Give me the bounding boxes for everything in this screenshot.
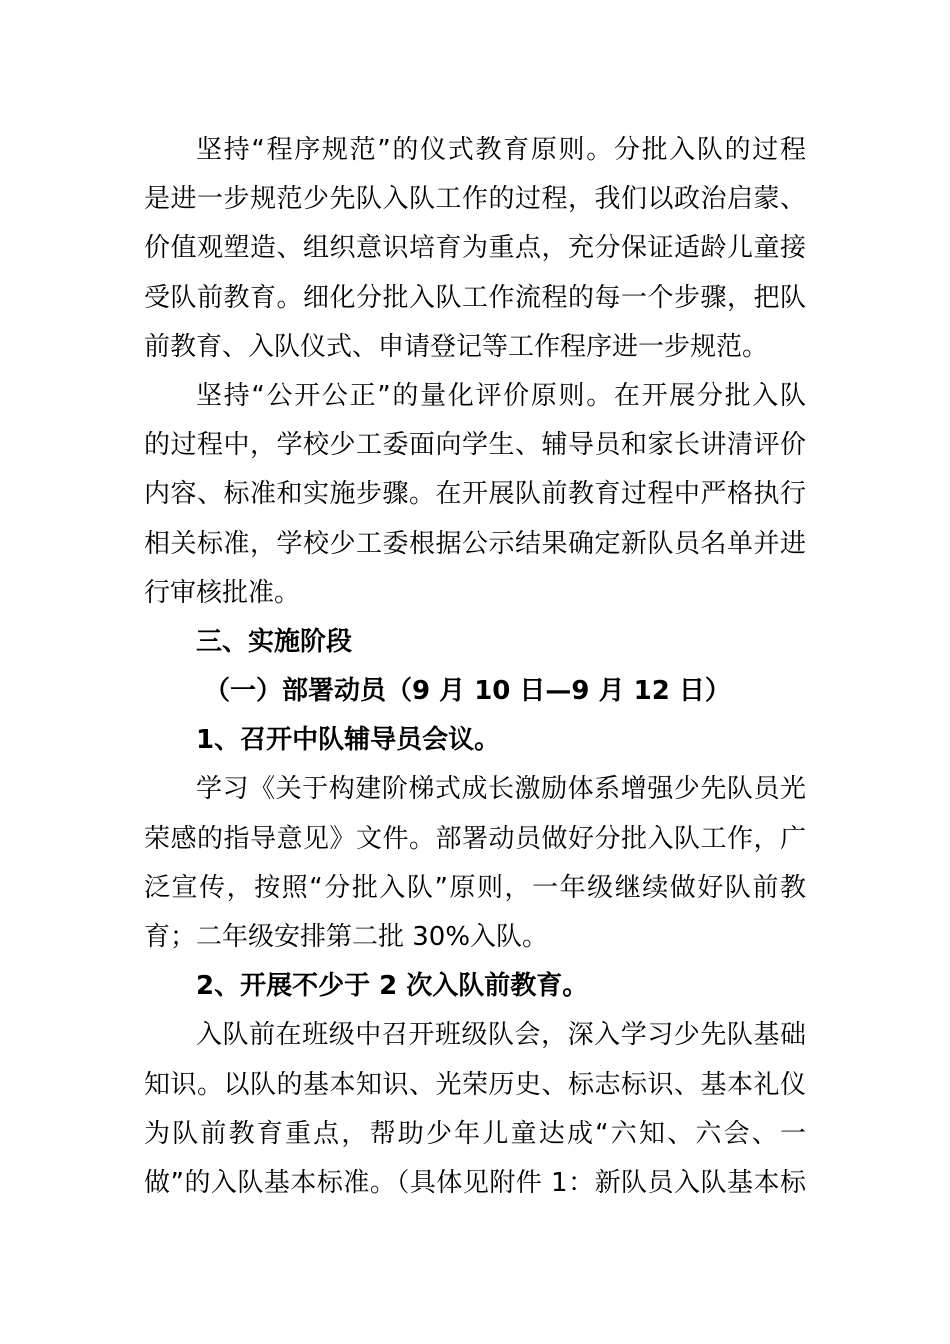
paragraph-line: 荣感的指导意见》文件。部署动员做好分批入队工作，广 xyxy=(144,823,806,854)
paragraph-line: 相关标准，学校少工委根据公示结果确定新队员名单并进 xyxy=(144,528,806,559)
paragraph-line: 坚持“程序规范”的仪式教育原则。分批入队的过程 xyxy=(196,135,806,165)
item-heading: 1、召开中队辅导员会议。 xyxy=(196,725,501,756)
paragraph-line: 的过程中，学校少工委面向学生、辅导员和家长讲清评价 xyxy=(144,430,806,461)
paragraph-line: 受队前教育。细化分批入队工作流程的每一个步骤，把队 xyxy=(144,282,806,313)
document-page xyxy=(144,126,806,1208)
paragraph-line: 行审核批准。 xyxy=(144,577,301,608)
paragraph-line: 学习《关于构建阶梯式成长激励体系增强少先队员光 xyxy=(196,774,806,805)
paragraph-line: 为队前教育重点，帮助少年儿童达成“六知、六会、一 xyxy=(144,1118,806,1149)
paragraph-line: 是进一步规范少先队入队工作的过程，我们以政治启蒙、 xyxy=(144,184,806,215)
paragraph-line: 坚持“公开公正”的量化评价原则。在开展分批入队 xyxy=(196,380,806,411)
paragraph-line: 做”的入队基本标准。（具体见附件 1：新队员入队基本标 xyxy=(144,1167,806,1198)
paragraph-line: 前教育、入队仪式、申请登记等工作程序进一步规范。 xyxy=(144,331,769,362)
item-heading: 2、开展不少于 2 次入队前教育。 xyxy=(196,971,589,1002)
paragraph-line: 育；二年级安排第二批 30%入队。 xyxy=(144,922,549,952)
subsection-heading: （一）部署动员（9 月 10 日—9 月 12 日） xyxy=(204,676,731,707)
paragraph-line: 内容、标准和实施步骤。在开展队前教育过程中严格执行 xyxy=(144,479,806,510)
paragraph-line: 价值观塑造、组织意识培育为重点，充分保证适龄儿童接 xyxy=(144,233,806,264)
section-heading: 三、实施阶段 xyxy=(196,626,353,657)
paragraph-line: 知识。以队的基本知识、光荣历史、标志标识、基本礼仪 xyxy=(144,1069,806,1100)
paragraph-line: 泛宣传，按照“分批入队”原则，一年级继续做好队前教 xyxy=(144,872,806,903)
paragraph-line: 入队前在班级中召开班级队会，深入学习少先队基础 xyxy=(196,1020,806,1051)
